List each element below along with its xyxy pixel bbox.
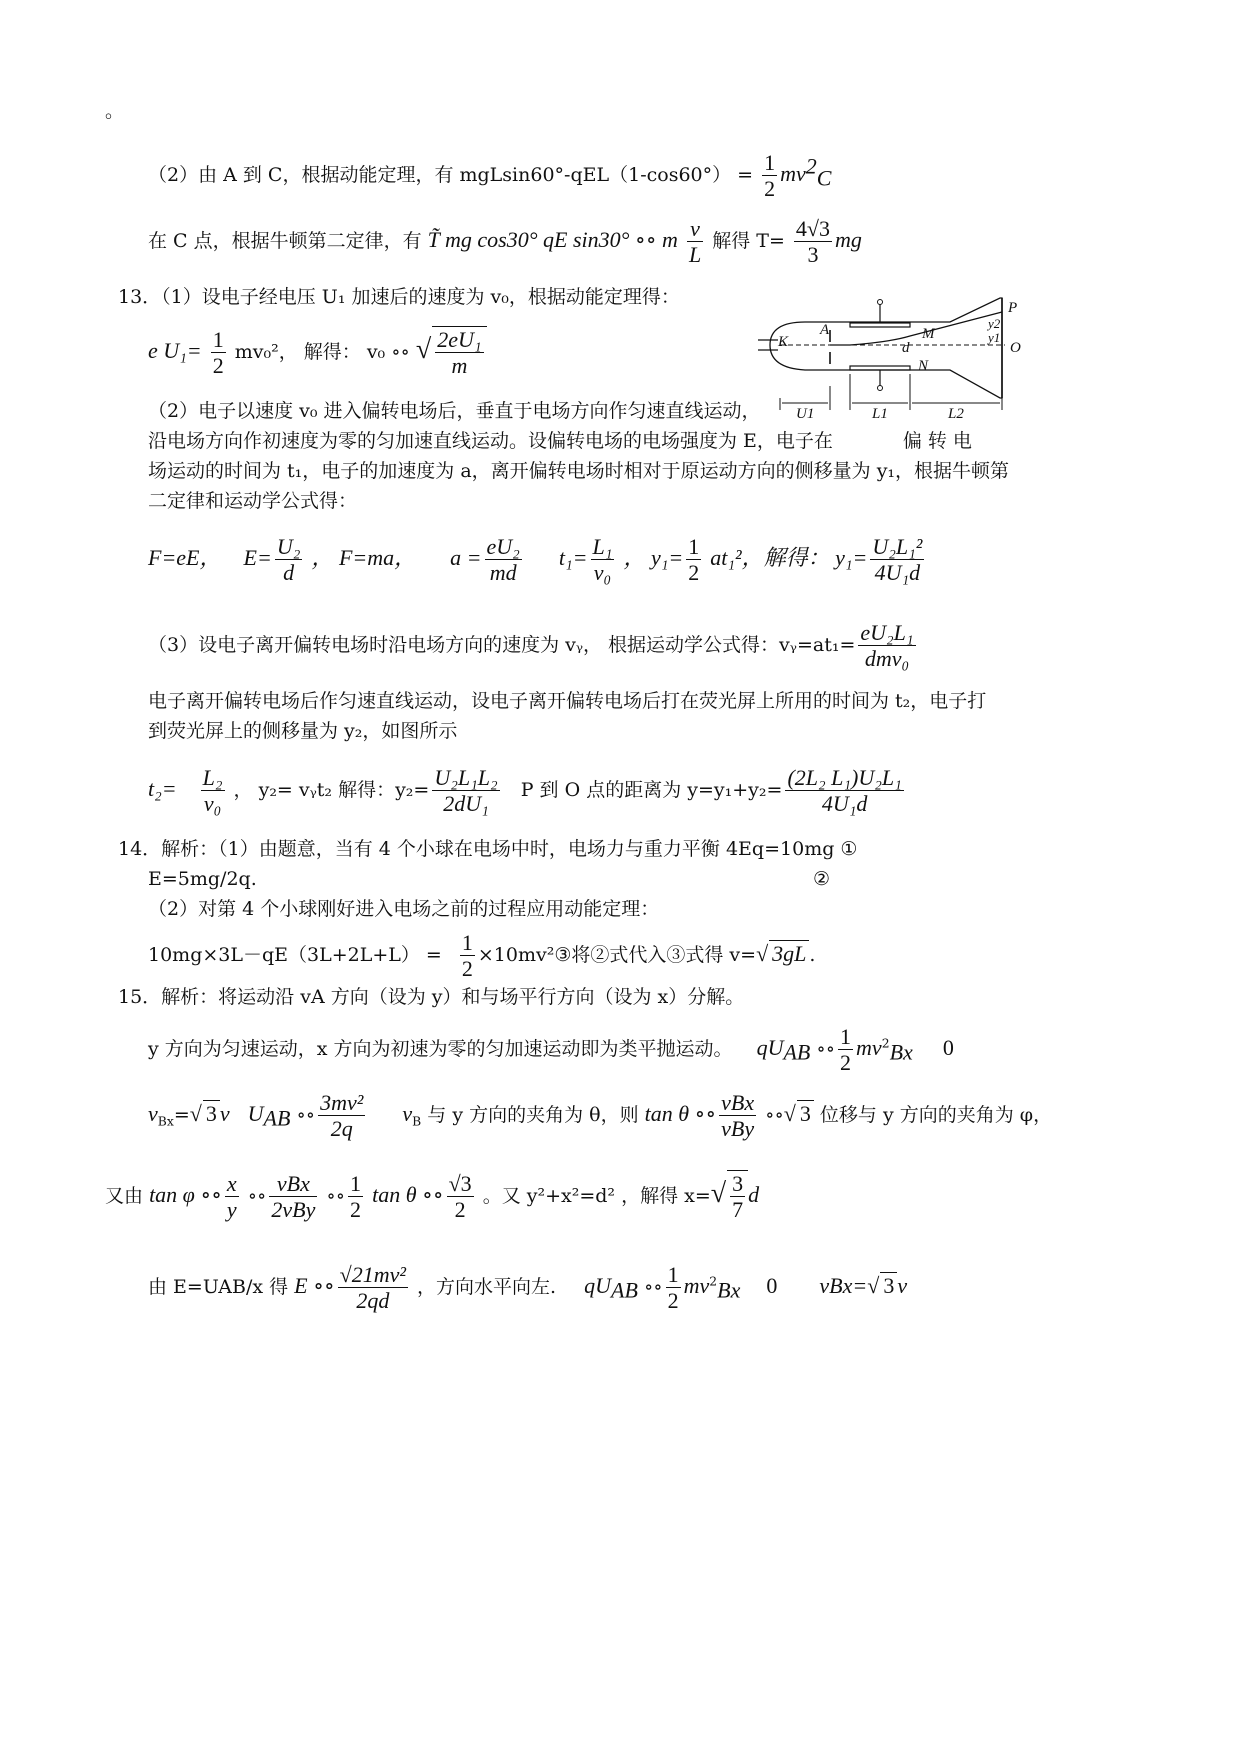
- eq-text: a =: [450, 544, 482, 570]
- fraction: $\frac{1}{2}$: [764, 150, 776, 202]
- label-a: A: [820, 322, 830, 338]
- eq-text: =: [173, 1103, 190, 1126]
- eq-text: e U₁=: [148, 337, 202, 363]
- fraction: $\frac{1}{2}$: [350, 1171, 362, 1223]
- sqrt: 3: [203, 1100, 220, 1127]
- eq-text: mv₀²， 解得： v₀ ∘∘: [234, 340, 410, 363]
- fraction: $\frac{\text{U₂}}{d}$: [276, 534, 301, 586]
- eq-line-22: 由 E=UAB/x 得 E ∘∘ $\frac{\text{√21mv²}}{2qd}$ ，方向水平向左. $qU_{AB}$ ∘∘ $\frac{1}{2}$ $mv^2_{Bx}$ 0 vBx=√ 3 v: [148, 1262, 908, 1314]
- fraction: $\frac{\text{√21mv²}}{2qd}$: [339, 1262, 406, 1314]
- fraction: $\frac{\text{vBx}}{\text{2vBy}}$: [271, 1171, 316, 1223]
- eq-text: E=: [243, 544, 272, 570]
- fraction: $\frac{\text{(2L₂ L₁)U₂L₁}}{\text{4U₁d}}$: [787, 765, 902, 817]
- eq-expr: T̃ mg cos30° qE sin30° ∘∘ m: [427, 226, 678, 252]
- stray-mark: 。: [105, 100, 125, 122]
- fraction: $\frac{x}{y}$: [226, 1171, 237, 1223]
- eq-ops: ∘∘: [326, 1184, 346, 1207]
- fraction: $\frac{\text{3mv²}}{2q}$: [320, 1090, 364, 1142]
- fraction: $\frac{\text{eU₂L₁}}{\text{dmv₀}}$: [860, 620, 914, 672]
- eq-line-1: （2）由 A 到 C，根据动能定理，有 mgLsin60°-qEL（1-cos60°） = $\frac{1}{2}$ $mv^2_C$: [148, 150, 832, 202]
- eq-text: ×10mv²③将②式代入③式得 v=: [477, 943, 757, 966]
- eq-line-10: [148, 620, 919, 672]
- para-13-2a: （2）电子以速度 v₀ 进入偏转电场后，垂直于电场方向作匀速直线运动，: [148, 400, 761, 422]
- eq-line-2: [148, 216, 862, 268]
- tube-outline: [770, 298, 1002, 398]
- fraction: $\frac{1}{2}$: [212, 327, 224, 379]
- eq-text: t₂=: [148, 775, 177, 801]
- eq-text: v: [219, 1100, 230, 1126]
- label-m: M: [922, 326, 935, 342]
- para-13-3b: 到荧光屏上的侧移量为 y₂，如图所示: [148, 720, 458, 742]
- fraction: $\frac{1}{2}$: [840, 1024, 852, 1076]
- eq-sub: Bx: [157, 1114, 174, 1129]
- fraction: $\frac{\text{L₁}}{\text{v₀}}$: [592, 534, 613, 586]
- eq-text: v: [148, 1100, 158, 1126]
- eq-text: tan θ ∘∘: [372, 1181, 444, 1207]
- para-14-2: （2）对第 4 个小球刚好进入电场之前的过程应用动能定理：: [148, 898, 660, 920]
- eq-line-17: 10mg×3L－qE（3L+2L+L） = $\frac{1}{2}$ ×10mv²③将②式代入③式得 v=√ 3gL .: [148, 930, 816, 982]
- fraction: $\frac{\text{eU₂}}{md}$: [486, 534, 520, 586]
- eq-text: v: [897, 1272, 908, 1298]
- eq-text: at₁²，解得： y₁=: [710, 544, 868, 570]
- eq-text: t₁=: [558, 544, 588, 570]
- eq-text: v: [402, 1100, 413, 1126]
- para-13-3a: 电子离开偏转电场后作匀速直线运动，设电子离开偏转电场后打在荧光屏上所用的时间为 t₂，电子打: [148, 690, 987, 712]
- eq-text: 0: [942, 1034, 954, 1060]
- eq-text: 沿电场方向作初速度为零的匀加速直线运动。设偏转电场的电场强度为 E，电子在: [148, 430, 833, 452]
- sqrt: 3: [797, 1100, 814, 1127]
- eq-text: 由 E=UAB/x 得: [148, 1275, 289, 1298]
- eq-text: E ∘∘: [294, 1272, 335, 1298]
- eq-expr: qU: [584, 1272, 612, 1298]
- eq-sub: B: [412, 1114, 422, 1129]
- eq-text: tan θ ∘∘: [644, 1100, 717, 1126]
- eq-text: 0: [766, 1272, 778, 1298]
- label-u1: U1: [796, 406, 815, 422]
- eq-text: P 到 O 点的距离为 y=y₁+y₂=: [520, 778, 783, 801]
- label-k: K: [778, 334, 789, 350]
- sqrt: $\frac{\text{2eU₁}}{m}$: [432, 326, 486, 379]
- eq-mark: ②: [812, 868, 830, 890]
- eq-text: E=5mg/2q.: [148, 868, 257, 890]
- eq-text: ， F=ma，: [311, 544, 417, 570]
- eq-text: d: [748, 1181, 760, 1207]
- eq-text: 偏转电: [902, 430, 978, 452]
- sqrt: $\frac{3}{7}$: [727, 1170, 748, 1223]
- eq-text: 解得 T=: [712, 229, 785, 252]
- eq-text: 。又 y²+x²=d² ，解得 x=: [482, 1184, 711, 1207]
- eq-sub: AB: [611, 1277, 638, 1303]
- problem-14-heading: 14．解析：（1）由题意，当有 4 个小球在电场中时，电场力与重力平衡 4Eq=10mg ①: [118, 838, 858, 860]
- eq-line-4: e U₁= $\frac{1}{2}$ mv₀²， 解得： v₀ ∘∘ √ $\frac{\text{2eU₁}}{m}$: [148, 326, 487, 379]
- eq-ops: ∘∘: [643, 1275, 663, 1298]
- eq-text: （2）由 A 到 C，根据动能定理，有 mgLsin60°-qEL（1-cos60°） =: [148, 163, 754, 186]
- eq-line-20: $v_{Bx}=√$ 3 v $U_{AB}$ ∘∘ $\frac{\text{3mv²}}{2q}$ $v_B$ 与 y 方向的夹角为 θ，则 tan θ ∘∘ $\frac{\text{vBx}}{\text{vBy}}$ ∘∘√ 3 位移与 y 方向的夹角为 φ，: [148, 1090, 1053, 1142]
- eq-tail: mv: [683, 1272, 710, 1298]
- label-l2: L2: [948, 406, 964, 422]
- fraction: $\frac{1}{2}$: [461, 930, 473, 982]
- para-13-2c: 场运动的时间为 t₁，电子的加速度为 a，离开偏转电场时相对于原运动方向的侧移量为 y₁，根据牛顿第: [148, 460, 1010, 482]
- label-y2: y2: [988, 316, 1001, 331]
- fraction: $\frac{\text{U₂L₁L₂}}{\text{2dU₁}}$: [434, 765, 498, 817]
- eq-text: ，方向水平向左.: [417, 1275, 557, 1298]
- eq-line-15: [148, 868, 830, 891]
- eq-text: F=eE，: [148, 544, 222, 570]
- eq-tail: mv: [780, 160, 806, 186]
- label-y1: y1: [988, 330, 1001, 345]
- problem-13-heading: 13．（1）设电子经电压 U₁ 加速后的速度为 v₀，根据动能定理得：: [118, 286, 680, 308]
- eq-text: ， y₂= vᵧt₂ 解得：y₂=: [233, 778, 430, 801]
- crt-diagram: [750, 290, 1130, 460]
- eq-expr: qU: [756, 1034, 784, 1060]
- problem-15-heading: 15．解析：将运动沿 vA 方向（设为 y）和与场平行方向（设为 x）分解。: [118, 986, 745, 1008]
- eq-text: 又由: [105, 1184, 144, 1207]
- eq-text: U: [247, 1100, 264, 1126]
- electron-path: [830, 312, 1002, 345]
- terminal: [878, 300, 883, 305]
- eq-text: 位移与 y 方向的夹角为 φ，: [819, 1103, 1053, 1126]
- eq-text: ， y₁=: [623, 544, 684, 570]
- eq-tail: mv: [856, 1034, 882, 1060]
- eq-sub: AB: [783, 1039, 811, 1065]
- plate-m: [850, 323, 910, 327]
- fraction: $\frac{1}{2}$: [667, 1262, 679, 1314]
- eq-text: 10mg×3L－qE（3L+2L+L） =: [148, 943, 442, 966]
- eq-line-9: [148, 534, 927, 586]
- fraction: $\frac{\text{vBx}}{\text{vBy}}$: [721, 1090, 755, 1142]
- sqrt: 3: [880, 1272, 897, 1299]
- eq-text: y 方向为匀速运动，x 方向为初速为零的匀加速运动即为类平抛运动。: [148, 1037, 733, 1060]
- eq-ops: ∘∘: [816, 1037, 836, 1060]
- eq-ops: ∘∘: [247, 1184, 267, 1207]
- eq-tail: mg: [835, 226, 862, 252]
- label-l1: L1: [872, 406, 888, 422]
- eq-text: 在 C 点，根据牛顿第二定律，有: [148, 229, 422, 252]
- eq-line-13: [148, 765, 907, 817]
- fraction: $\frac{√3}{2}$: [448, 1171, 472, 1223]
- eq-line-21: 又由 tan φ ∘∘ $\frac{x}{y}$ ∘∘ $\frac{\text{vBx}}{\text{2vBy}}$ ∘∘ $\frac{1}{2}$ tan θ ∘∘ $\frac{√3}{2}$ 。又 y²+x²=d² ，解得 x=√ $\frac{3}{7}$ d: [105, 1171, 760, 1223]
- sqrt: 3gL: [769, 940, 809, 967]
- eq-sub: AB: [263, 1105, 291, 1131]
- eq-text: vBx=: [819, 1272, 868, 1298]
- eq-text: （3）设电子离开偏转电场时沿电场方向的速度为 vᵧ， 根据运动学公式得：vᵧ=at₁=: [148, 633, 856, 656]
- fraction: $\frac{4√3}{3}$: [795, 216, 830, 268]
- eq-ops: ∘∘: [296, 1103, 316, 1126]
- label-n: N: [918, 358, 929, 374]
- fraction: $\frac{\text{L₂}}{\text{v₀}}$: [202, 765, 223, 817]
- eq-text: 与 y 方向的夹角为 θ，则: [427, 1103, 639, 1126]
- eq-line-19: y 方向为匀速运动，x 方向为初速为零的匀加速运动即为类平抛运动。 $qU_{AB}$ ∘∘ $\frac{1}{2}$ $mv^2_{Bx}$ 0: [148, 1024, 954, 1076]
- label-d: d: [902, 340, 910, 356]
- fraction: $\frac{v}{L}$: [688, 216, 702, 268]
- para-13-2d: 二定律和运动学公式得：: [148, 490, 358, 512]
- eq-text: tan φ ∘∘: [149, 1181, 222, 1207]
- fraction: $\frac{\text{U₂L₁²}}{\text{4U₁d}}$: [872, 534, 923, 586]
- label-o: O: [1010, 340, 1021, 356]
- label-p: P: [1008, 300, 1018, 316]
- terminal: [878, 386, 883, 391]
- eq-ops: ∘∘: [765, 1103, 784, 1126]
- fraction: $\frac{1}{2}$: [688, 534, 700, 586]
